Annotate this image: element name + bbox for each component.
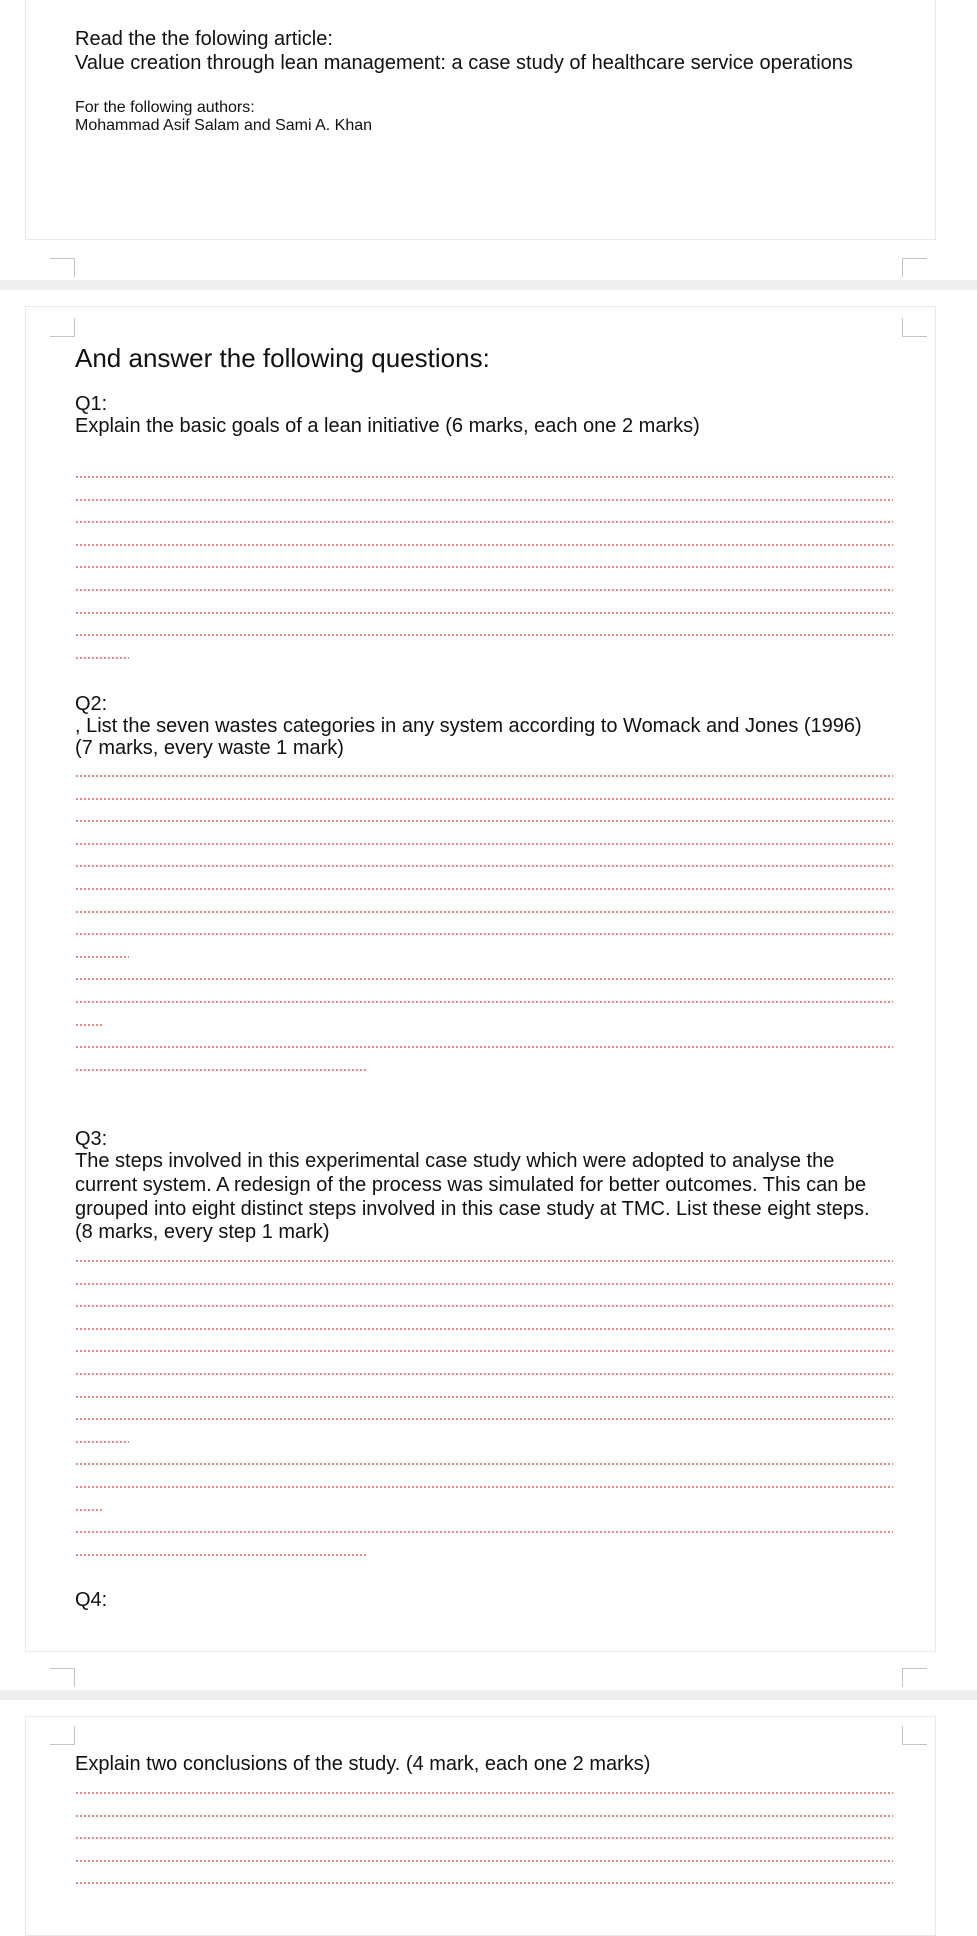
q1-label: Q1: (75, 393, 108, 415)
answer-line (75, 1024, 103, 1026)
answer-line (75, 1554, 367, 1556)
crop-mark (50, 258, 75, 277)
answer-line (75, 1260, 893, 1262)
answer-line (75, 1069, 367, 1071)
answer-line (75, 1860, 893, 1862)
q3-label: Q3: (75, 1128, 108, 1150)
page-gap (0, 1690, 977, 1700)
answer-line (75, 1283, 893, 1285)
crop-mark (50, 1668, 75, 1687)
answer-line (75, 499, 893, 501)
crop-mark (50, 1726, 75, 1745)
q2-text-line1: , List the seven wastes categories in any system according to Womack and Jones (1996) (75, 715, 862, 737)
answer-line (75, 775, 893, 777)
answer-line (75, 1792, 893, 1794)
answer-line (75, 1350, 893, 1352)
answer-line (75, 1001, 893, 1003)
article-title: Value creation through lean management: a case study of healthcare service operations (75, 52, 853, 74)
answer-line (75, 978, 893, 980)
q3-answer-lines (75, 1260, 893, 1576)
answer-line (75, 566, 893, 568)
q2-answer-lines (75, 775, 893, 1091)
q3-text: The steps involved in this experimental case study which were adopted to analyse the current system. A redesign of the process was simulated for better outcomes. This can be grouped into eight distinct steps involved in this case study at TMC. List these eight steps. (75, 1150, 870, 1220)
q2-label: Q2: (75, 693, 108, 715)
answer-line (75, 657, 129, 659)
answer-line (75, 1046, 893, 1048)
answer-line (75, 1463, 893, 1465)
authors-label: For the following authors: (75, 99, 255, 116)
q4-answer-lines (75, 1792, 893, 1905)
answer-line (75, 589, 893, 591)
q4-text: Explain two conclusions of the study. (4 mark, each one 2 marks) (75, 1753, 651, 1775)
answer-line (75, 888, 893, 890)
answer-line (75, 1418, 893, 1420)
q1-text: Explain the basic goals of a lean initiative (6 marks, each one 2 marks) (75, 415, 700, 437)
authors-names: Mohammad Asif Salam and Sami A. Khan (75, 117, 373, 134)
answer-line (75, 798, 893, 800)
answer-line (75, 544, 893, 546)
crop-mark (902, 258, 927, 277)
answer-line (75, 1509, 103, 1511)
q3-marks: (8 marks, every step 1 mark) (75, 1221, 330, 1243)
q1-answer-lines (75, 476, 893, 679)
answer-line (75, 1531, 893, 1533)
answer-line (75, 1882, 893, 1884)
answer-line (75, 612, 893, 614)
answer-line (75, 865, 893, 867)
answer-line (75, 911, 893, 913)
answer-line (75, 634, 893, 636)
answer-line (75, 820, 893, 822)
answer-line (75, 1837, 893, 1839)
answer-line (75, 1815, 893, 1817)
answer-line (75, 1328, 893, 1330)
crop-mark (902, 1726, 927, 1745)
questions-heading: And answer the following questions: (75, 343, 490, 373)
crop-mark (902, 1668, 927, 1687)
answer-line (75, 1486, 893, 1488)
crop-mark (50, 318, 75, 337)
answer-line (75, 933, 893, 935)
answer-line (75, 1441, 129, 1443)
answer-line (75, 1373, 893, 1375)
crop-mark (902, 318, 927, 337)
answer-line (75, 1305, 893, 1307)
answer-line (75, 521, 893, 523)
answer-line (75, 843, 893, 845)
answer-line (75, 1396, 893, 1398)
answer-line (75, 476, 893, 478)
instruction-text: Read the the folowing article: (75, 28, 333, 50)
q2-text-line2: (7 marks, every waste 1 mark) (75, 737, 344, 759)
page-gap (0, 280, 977, 290)
q4-label: Q4: (75, 1589, 108, 1611)
answer-line (75, 956, 129, 958)
